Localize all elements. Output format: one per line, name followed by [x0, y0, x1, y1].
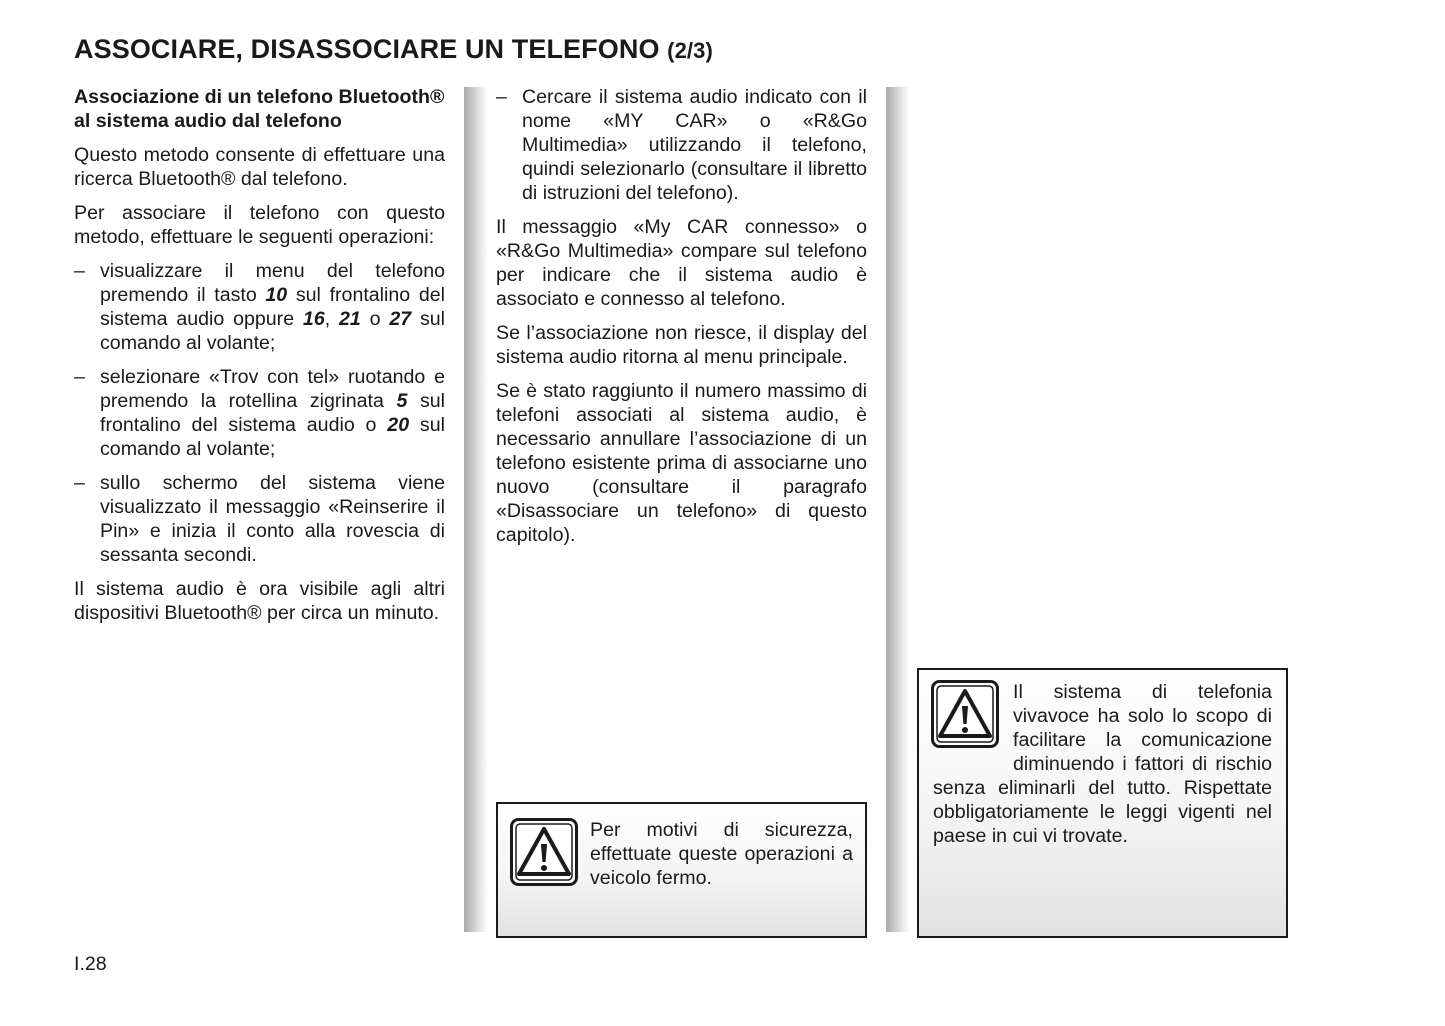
- paragraph-visibility: Il sistema audio è ora visibile agli altri dispositivi Bluetooth® per circa un minuto.: [74, 578, 445, 624]
- step-item: – selezionare «Trov con tel» ruotando e premendo la rotellina zigrinata 5 sul frontalino del sistema audio o 20 sul comando al volante;: [74, 365, 445, 461]
- page-title: [74, 34, 713, 65]
- key-ref: 16: [302, 308, 325, 330]
- warning-triangle-icon: [510, 818, 578, 886]
- page-title-text: ASSOCIARE, DISASSOCIARE UN TELEFONO: [74, 34, 660, 64]
- safety-warning-text: Per motivi di sicurezza, effettuate queste operazioni a veicolo fermo.: [590, 819, 853, 889]
- paragraph-max-phones: Se è stato raggiunto il numero massimo di telefoni associati al sistema audio, è necessario annullare l’associazione di un telefono esistente prima di associarne uno nuovo (consultare il paragrafo «Disassociare un telefono» di questo capitolo).: [496, 380, 867, 546]
- telephony-warning-box: [917, 668, 1288, 938]
- paragraph-steps-intro: Per associare il telefono con questo metodo, effettuare le seguenti operazioni:: [74, 202, 445, 248]
- key-ref: 27: [389, 308, 412, 330]
- step-item: – sullo schermo del sistema viene visualizzato il messaggio «Reinserire il Pin» e inizia il conto alla rovescia di sessanta secondi.: [74, 471, 445, 567]
- paragraph-failure: Se l’associazione non riesce, il display del sistema audio ritorna al menu principale.: [496, 322, 867, 368]
- step-item: – visualizzare il menu del telefono premendo il tasto 10 sul frontalino del sistema audio oppure 16, 21 o 27 sul comando al volante;: [74, 259, 445, 355]
- steps-list: [74, 259, 445, 567]
- paragraph-intro: Questo metodo consente di effettuare una ricerca Bluetooth® dal telefono.: [74, 144, 445, 190]
- key-ref: 20: [387, 414, 410, 436]
- page-number: I.28: [74, 953, 107, 975]
- section-subheading: Associazione di un telefono Bluetooth® al sistema audio dal telefono: [74, 86, 445, 132]
- key-ref: 10: [265, 284, 288, 306]
- telephony-warning-text: Il sistema di telefonia vivavoce ha solo lo scopo di facilitare la comunicazione diminuendo i fattori di rischio senza eliminarli del tutto. Rispettate obbligatoriamente le leggi vigenti nel paese in cui vi trovate.: [933, 681, 1272, 847]
- steps-list-continued: [496, 85, 867, 205]
- key-ref: 21: [338, 308, 361, 330]
- column-shadow-left: [464, 87, 488, 932]
- paragraph-connected: Il messaggio «My CAR connesso» o «R&Go Multimedia» compare sul telefono per indicare che il sistema audio è associato e connesso al telefono.: [496, 216, 867, 310]
- page-title-part: (2/3): [667, 38, 713, 63]
- warning-triangle-icon: [931, 680, 999, 748]
- safety-warning-box: [496, 802, 867, 938]
- step-item: – Cercare il sistema audio indicato con il nome «MY CAR» o «R&Go Multimedia» utilizzando il telefono, quindi selezionarlo (consultare il libretto di istruzioni del telefono).: [496, 85, 867, 205]
- key-ref: 5: [396, 390, 408, 412]
- column-shadow-right: [886, 87, 910, 932]
- middle-column: [496, 85, 867, 557]
- left-column: [74, 85, 445, 635]
